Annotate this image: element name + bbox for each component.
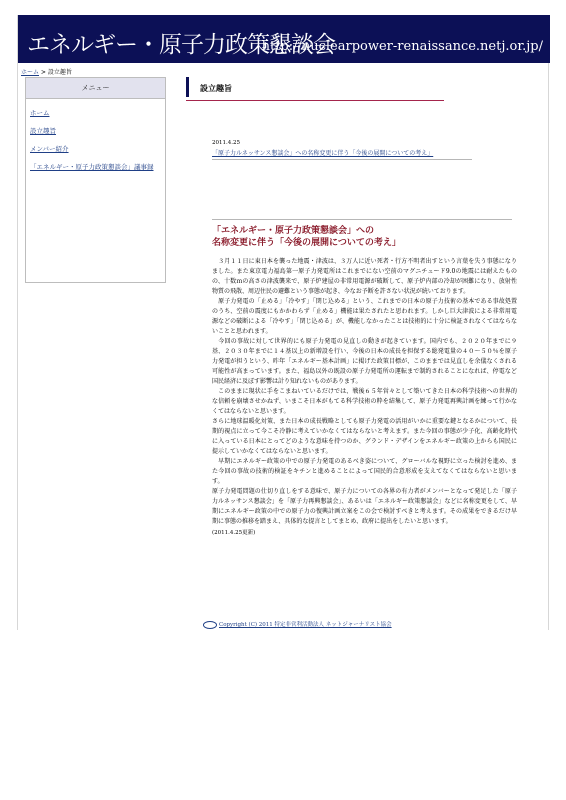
article-heading-line2: 名称変更に伴う「今後の展開についての考え」 [212,238,401,248]
sidebar-item-purpose [30,126,161,135]
breadcrumb-home-link[interactable]: ホーム [21,69,40,76]
site-title: エネルギー・原子力政策懇談会 [27,32,335,58]
site-header [18,15,550,63]
article-signature: (2011.4.25更新) [212,530,256,536]
news-date: 2011.4.25 [212,140,240,146]
breadcrumb-current: 設立趣旨 [47,69,72,76]
article-heading-line1: 「エネルギー・原子力政策懇談会」への [212,226,375,236]
footer-logo-icon [203,621,217,629]
article-paragraph: 今回の事故に対して世界的にも原子力発電の見直しの動きが起きています。国内でも、２０２０年までに９基、２０３０年までに１４基以上の新増設を行い、今後の日本の成長を担保する総発電量の４０～５０％を原子力発電が担うという、昨年「エネルギー基本計画」に掲げた政策目標が、このままでは見直しを余儀なくされる可能性が高まっています。また、福島以外の既設の原子力発電所の運転まで制約されることになれば、停電など国民経済に及ぼす影響は計り知れないものがあります。 [212,338,517,385]
article [212,219,517,536]
article-paragraph: 原子力発電の「止める」「冷やす」「閉じ込める」という、これまでの日本の原子力技術の基本である事故処置のうち、空前の震度にもかかわらず「止める」機能は果たされたと思われます。しかし巨大津波による非常用電源などの破断による「冷やす」「閉じ込める」が、機能しなかったことは技術的に十分に検証されなくてはならないことと思われます。 [212,298,517,335]
page-title-rule [186,100,444,101]
article-paragraph: 原子力発電問題の仕切り直しをする意味で、原子力についての各界の有力者がメンバーとなって発足した「原子力ルネッサンス懇談会」を「原子力再興懇談会」、あるいは「エネルギー政策懇談会」などに名称変更をして、早期にエネルギー政策の中での原子力の復興計画立案をこの会で検討すべきと考えます。その成果をできるだけ早期に事態の推移を踏まえ、具体的な提言としてまとめ、政府に提出をしたいと思います。 [212,488,517,525]
breadcrumb [21,67,72,76]
sidebar-link-minutes[interactable]: 「エネルギー・原子力政策懇談会」議事録 [30,163,154,171]
page-title-text: 設立趣旨 [200,83,232,93]
article-paragraph: このままに現状に手をこまねいているだけでは、戦後６５年営々として築いてきた日本の科学技術への世界的な信頼を崩壊させかねず、いまこそ日本がもてる科学技術の粋を結集して、原子力発電再興計画を練って行かなくてはならないと思います。 [212,388,517,415]
footer-copyright-link[interactable]: Copyright (C) 2011 特定非営利活動法人 ネットジャーナリスト協会 [219,622,392,628]
sidebar-item-minutes [30,162,161,171]
sidebar-item-home [30,108,161,117]
article-divider [212,219,512,220]
footer [203,620,392,629]
sidebar-menu-heading: メニュー [26,78,165,99]
sidebar-link-home[interactable]: ホーム [30,109,50,117]
article-paragraph: さらに地球温暖化対策、また日本の成長戦略としても原子力発電の活用がいかに重要な鍵となるかについて、長期的視点に立って今こそ冷静に考えていかなくてはならないと考えます。また今回の事態が少子化、高齢化時代に入っている日本にとってどのような意味を持つのか、グランド・デザインをエネルギー政策の上からも国民に提示していかなくてはならないと思います。 [212,418,517,455]
breadcrumb-separator: > [39,69,48,76]
sidebar-item-members [30,144,161,153]
sidebar-menu-list [26,99,165,171]
news-divider [212,159,472,160]
news-entry [212,140,512,160]
article-paragraph: ３月１１日に東日本を襲った地震・津波は、３万人に近い死者・行方不明者出すという言葉を失う事態になりました。また東京電力福島第一原子力発電所はこれまでにない空前のマグニチュード9.0の地震には耐えたものの、十数ｍの高さの津波襲来で、原子炉建屋の非常用電源が破断して、原子炉内部の冷却が困難になり、放射性物質の飛散、周辺住民の避難という事態が起き、今なお予断を許さない状況が続いております。 [212,258,517,295]
article-paragraph: 早期にエネルギー政策の中での原子力発電のあるべき姿について、グローバルな視野に立った検討を進め、また今回の事故の技術的検証をキチンと進めることによって国民的合意形成を支えてなくてはならないと思います。 [212,458,517,485]
site-url: http://nuclearpower-renaissance.netj.or.jp/ [261,39,543,54]
sidebar-link-members[interactable]: メンバー紹介 [30,145,69,153]
sidebar-menu [25,77,166,283]
sidebar-link-purpose[interactable]: 設立趣旨 [30,127,56,135]
page-title-bar [186,77,189,97]
page-title [186,77,444,101]
news-link[interactable]: 「原子力ルネッサンス懇談会」への名称変更に伴う「今後の展開についての考え」 [212,150,434,157]
page-container [17,15,549,630]
